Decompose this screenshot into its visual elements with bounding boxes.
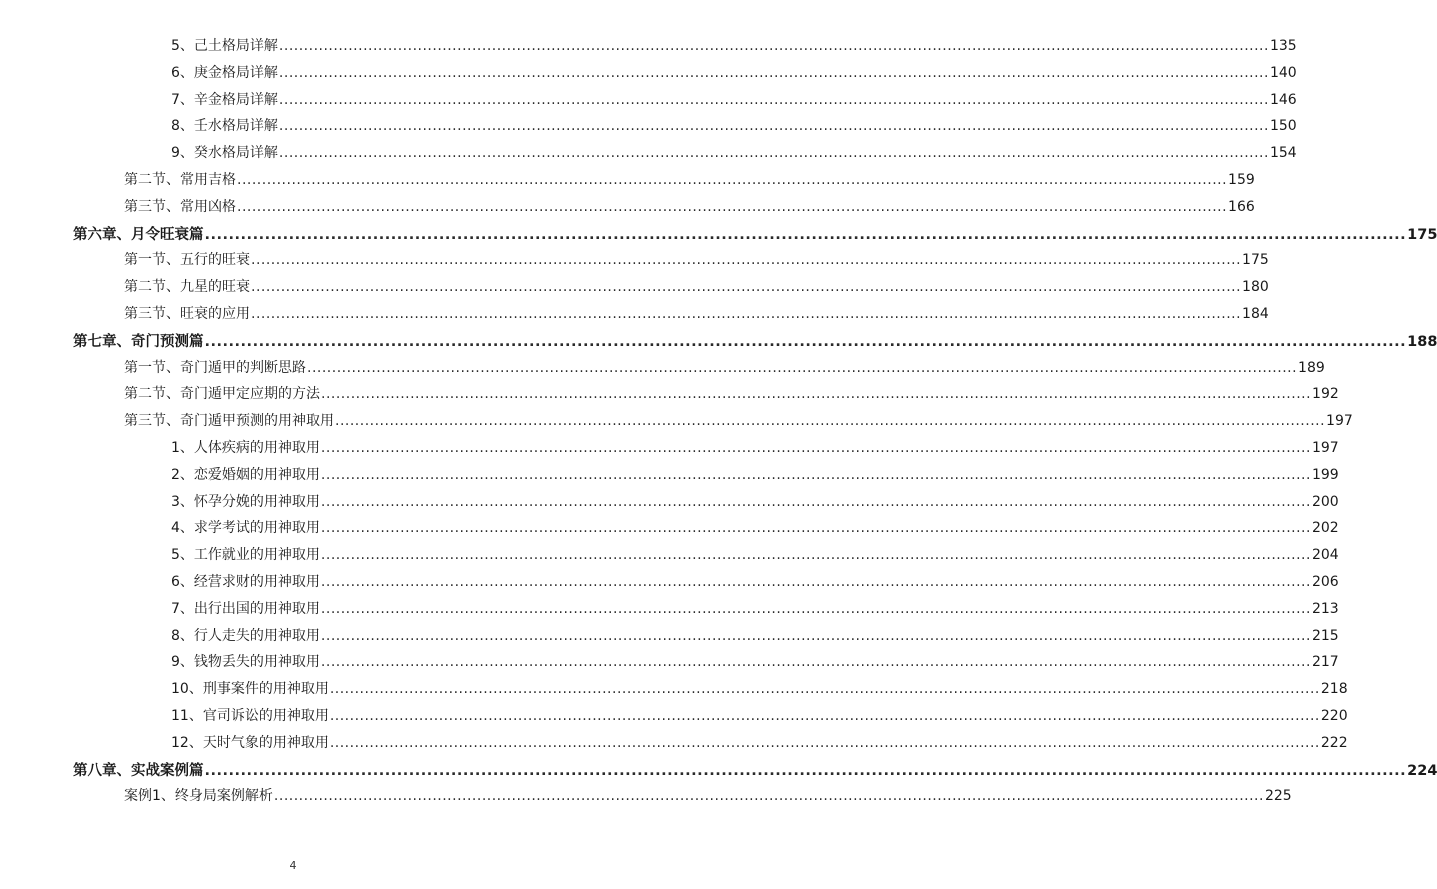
toc-dot-leader: ........................................................................................................................................................................................................ [307,359,1298,376]
toc-entry-page: 220 [1320,707,1348,724]
toc-dot-leader: ........................................................................................................................................................................................................ [321,386,1312,403]
toc-dot-leader: ........................................................................................................................................................................................................ [251,252,1242,269]
toc-entry-label: 11、官司诉讼的用神取用 [171,707,329,724]
toc-subsection-entry [171,732,1348,759]
toc-entry-label: 第一节、奇门遁甲的判断思路 [124,359,306,376]
toc-dot-leader: ........................................................................................................................................................................................................ [278,64,1269,81]
toc-section-entry [124,169,1255,196]
toc-section-entry [124,196,1255,223]
toc-dot-leader: ........................................................................................................................................................................................................ [278,145,1269,162]
toc-entry-label: 8、行人走失的用神取用 [171,627,320,644]
toc-entry-label: 第三节、奇门遁甲预测的用神取用 [124,413,334,430]
table-of-contents [0,35,1437,812]
toc-dot-leader: ........................................................................................................................................................................................................ [204,762,1407,779]
toc-entry-label: 3、怀孕分娩的用神取用 [171,493,320,510]
toc-subsection-entry [171,89,1297,116]
toc-subsection-entry [171,437,1339,464]
toc-dot-leader: ........................................................................................................................................................................................................ [237,171,1228,188]
toc-entry-page: 222 [1320,734,1348,751]
toc-dot-leader: ........................................................................................................................................................................................................ [204,226,1407,243]
toc-dot-leader: ........................................................................................................................................................................................................ [320,439,1311,456]
toc-section-entry [124,357,1325,384]
toc-entry-page: 215 [1311,627,1339,644]
toc-entry-label: 9、钱物丢失的用神取用 [171,654,320,671]
toc-entry-label: 4、求学考试的用神取用 [171,520,320,537]
toc-dot-leader: ........................................................................................................................................................................................................ [204,333,1407,350]
toc-dot-leader: ........................................................................................................................................................................................................ [335,413,1326,430]
toc-dot-leader: ........................................................................................................................................................................................................ [320,493,1311,510]
toc-entry-page: 189 [1298,359,1325,376]
toc-section-entry [124,303,1269,330]
toc-dot-leader: ........................................................................................................................................................................................................ [329,707,1320,724]
toc-subsection-entry [171,544,1339,571]
toc-entry-page: 213 [1311,600,1339,617]
toc-entry-page: 202 [1311,520,1339,537]
toc-dot-leader: ........................................................................................................................................................................................................ [320,654,1311,671]
toc-entry-label: 2、恋爱婚姻的用神取用 [171,466,320,483]
toc-entry-label: 5、己土格局详解 [171,38,278,54]
toc-section-entry [124,785,1292,812]
toc-entry-label: 第七章、奇门预测篇 [73,333,204,350]
toc-section-entry [124,249,1269,276]
toc-entry-label: 9、癸水格局详解 [171,145,278,162]
toc-entry-page: 159 [1228,171,1255,188]
toc-subsection-entry [171,62,1297,89]
toc-entry-label: 5、工作就业的用神取用 [171,547,320,564]
toc-dot-leader: ........................................................................................................................................................................................................ [251,305,1242,322]
toc-section-entry [124,383,1339,410]
toc-dot-leader: ........................................................................................................................................................................................................ [329,734,1320,751]
toc-entry-page: 224 [1407,762,1437,779]
toc-subsection-entry [171,625,1339,652]
toc-chapter-entry [73,330,1437,357]
toc-entry-page: 175 [1242,252,1269,269]
toc-subsection-entry [171,598,1339,625]
toc-subsection-entry [171,115,1297,142]
toc-dot-leader: ........................................................................................................................................................................................................ [329,681,1320,698]
toc-entry-page: 146 [1269,91,1297,108]
toc-dot-leader: ........................................................................................................................................................................................................ [320,466,1311,483]
toc-entry-page: 225 [1264,788,1292,805]
toc-section-entry [124,410,1353,437]
toc-entry-page: 197 [1311,439,1339,456]
toc-entry-label: 第八章、实战案例篇 [73,762,204,779]
toc-entry-page: 204 [1311,547,1339,564]
toc-dot-leader: ........................................................................................................................................................................................................ [320,627,1311,644]
toc-dot-leader: ........................................................................................................................................................................................................ [320,547,1311,564]
toc-subsection-entry [171,678,1348,705]
toc-section-entry [124,276,1269,303]
toc-dot-leader: ........................................................................................................................................................................................................ [320,573,1311,590]
toc-entry-label: 第二节、奇门遁甲定应期的方法 [124,386,320,403]
toc-entry-page: 206 [1311,573,1339,590]
toc-dot-leader: ........................................................................................................................................................................................................ [278,38,1269,54]
toc-entry-page: 217 [1311,654,1339,671]
toc-chapter-entry [73,223,1437,250]
toc-entry-label: 第六章、月令旺衰篇 [73,226,204,243]
toc-subsection-entry [171,35,1297,62]
toc-entry-label: 7、出行出国的用神取用 [171,600,320,617]
toc-subsection-entry [171,142,1297,169]
toc-entry-page: 180 [1242,279,1269,296]
toc-entry-page: 154 [1269,145,1297,162]
toc-entry-label: 7、辛金格局详解 [171,91,278,108]
toc-chapter-entry [73,759,1437,786]
toc-dot-leader: ........................................................................................................................................................................................................ [320,600,1311,617]
toc-entry-page: 197 [1326,413,1353,430]
toc-entry-page: 218 [1320,681,1348,698]
toc-dot-leader: ........................................................................................................................................................................................................ [237,198,1228,215]
toc-entry-page: 184 [1242,305,1269,322]
toc-entry-label: 8、壬水格局详解 [171,118,278,135]
toc-subsection-entry [171,491,1339,518]
toc-dot-leader: ........................................................................................................................................................................................................ [278,91,1269,108]
toc-entry-label: 1、人体疾病的用神取用 [171,439,320,456]
toc-entry-page: 188 [1407,333,1437,350]
toc-entry-page: 192 [1312,386,1339,403]
toc-entry-label: 6、庚金格局详解 [171,64,278,81]
toc-subsection-entry [171,705,1348,732]
toc-subsection-entry [171,651,1339,678]
toc-subsection-entry [171,517,1339,544]
toc-entry-page: 135 [1269,38,1297,54]
toc-dot-leader: ........................................................................................................................................................................................................ [320,520,1311,537]
toc-dot-leader: ........................................................................................................................................................................................................ [278,118,1269,135]
toc-entry-label: 12、天时气象的用神取用 [171,734,329,751]
toc-entry-page: 175 [1407,226,1437,243]
toc-entry-label: 第二节、九星的旺衰 [124,279,250,296]
toc-dot-leader: ........................................................................................................................................................................................................ [251,279,1242,296]
toc-dot-leader: ........................................................................................................................................................................................................ [273,788,1264,805]
toc-entry-label: 第三节、旺衰的应用 [124,305,250,322]
toc-subsection-entry [171,571,1339,598]
page-number: 4 [289,859,297,872]
toc-entry-page: 140 [1269,64,1297,81]
toc-entry-page: 150 [1269,118,1297,135]
toc-subsection-entry [171,464,1339,491]
toc-entry-label: 第二节、常用吉格 [124,171,236,188]
toc-entry-label: 案例1、终身局案例解析 [124,788,273,805]
toc-entry-label: 第一节、五行的旺衰 [124,252,250,269]
toc-entry-page: 200 [1311,493,1339,510]
toc-entry-label: 10、刑事案件的用神取用 [171,681,329,698]
toc-entry-page: 199 [1311,466,1339,483]
toc-entry-page: 166 [1228,198,1255,215]
toc-entry-label: 6、经营求财的用神取用 [171,573,320,590]
toc-entry-label: 第三节、常用凶格 [124,198,236,215]
